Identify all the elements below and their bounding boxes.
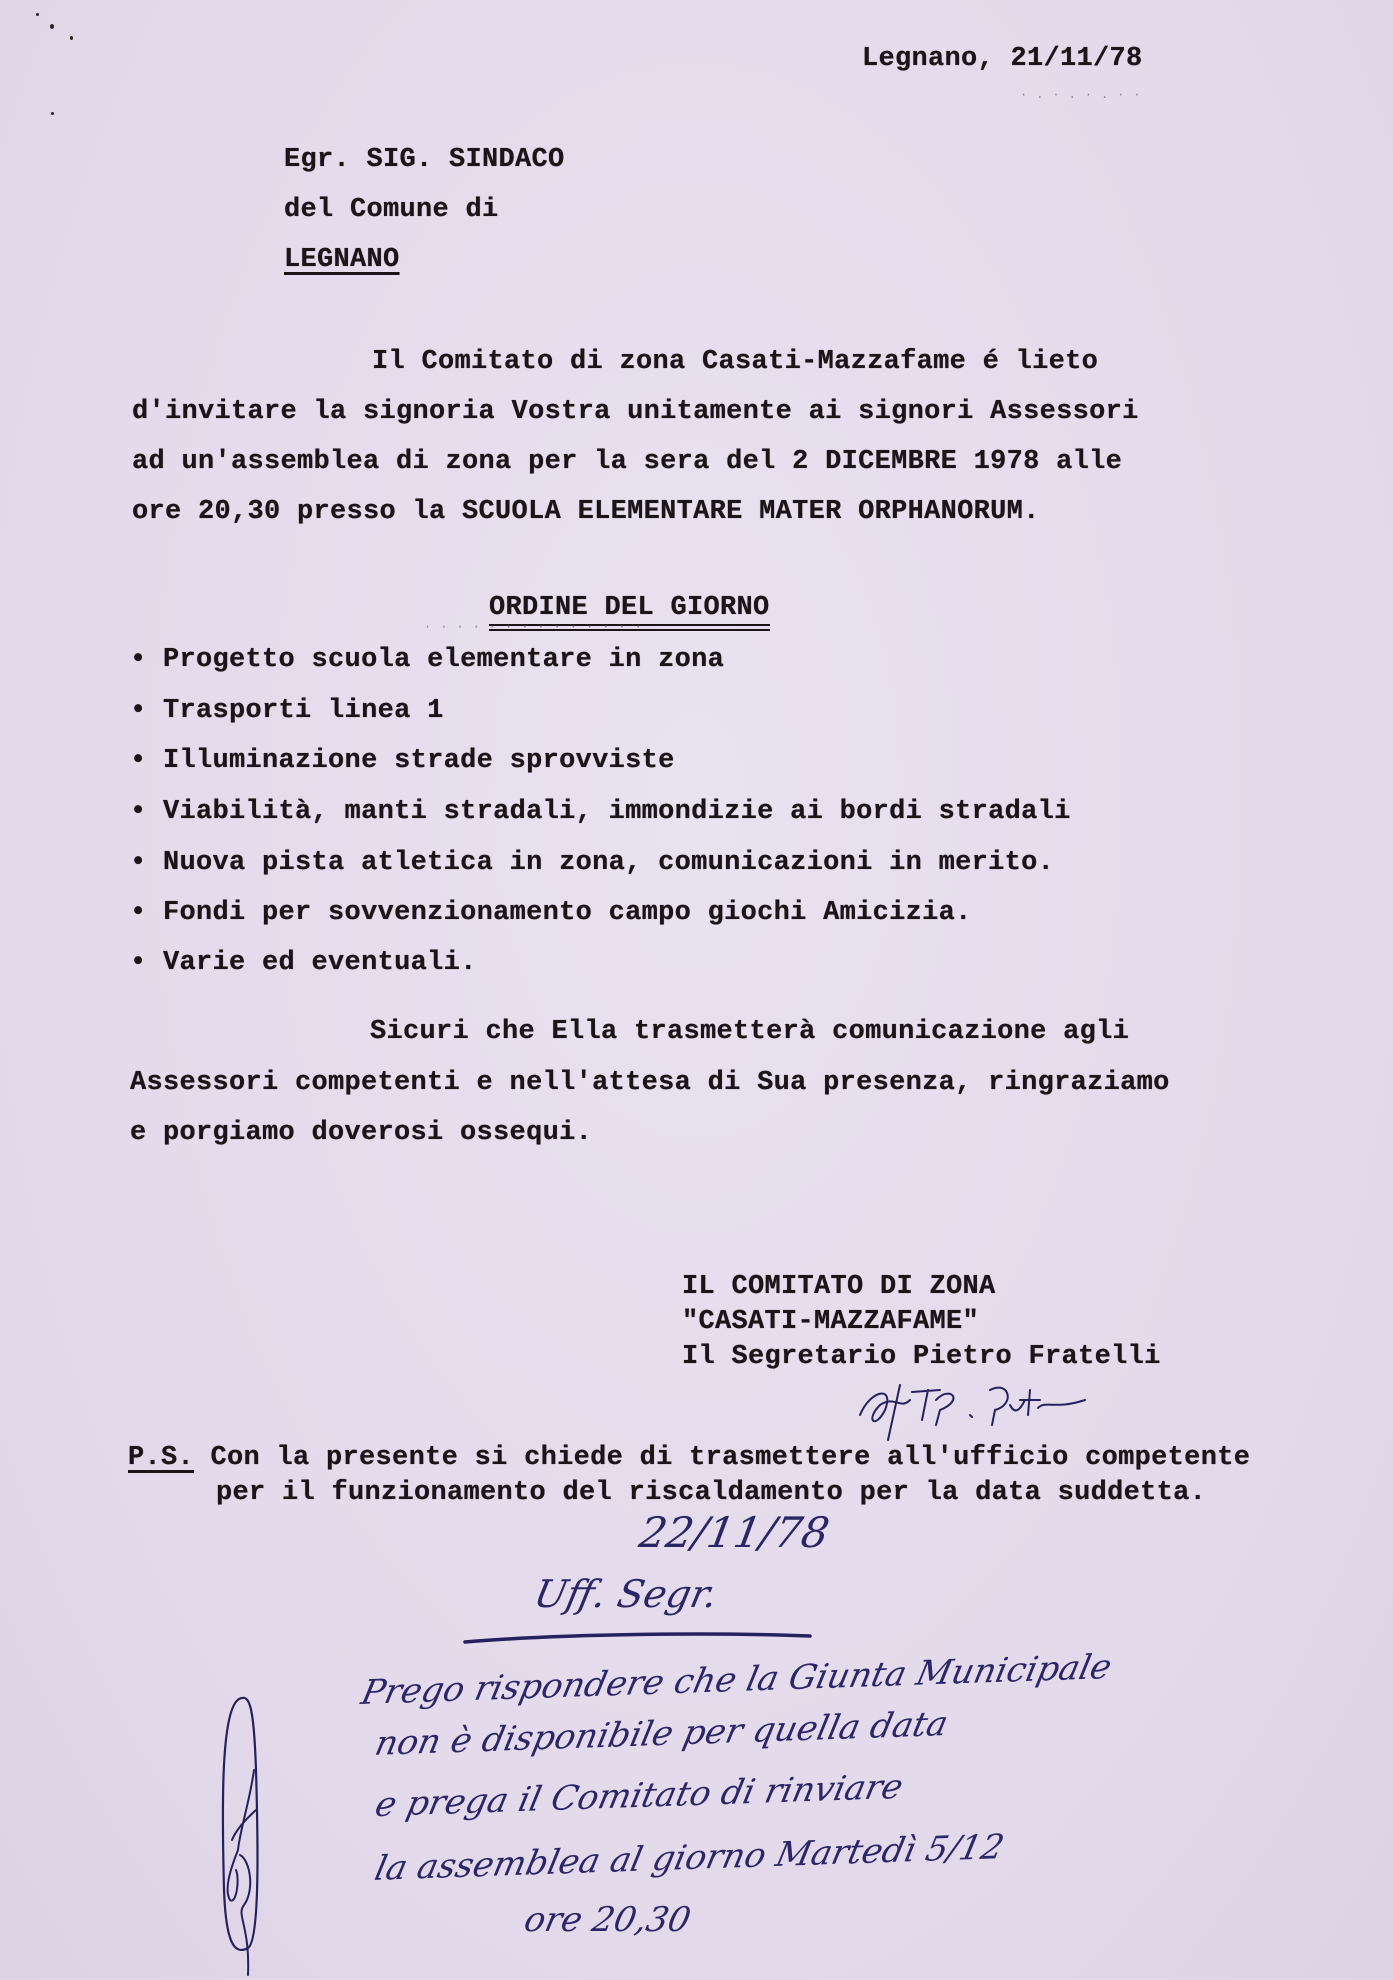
signature-committee: IL COMITATO DI ZONA (682, 1272, 996, 1302)
recipient-office: del Comune di (284, 195, 499, 225)
handwritten-line-3: e prega il Comitato di rinviare (371, 1766, 907, 1826)
handwritten-line-5: ore 20,30 (520, 1900, 695, 1940)
handwritten-underline (460, 1630, 820, 1650)
signature-secretary: Il Segretario Pietro Fratelli (682, 1342, 1161, 1372)
intro-line-3: ad un'assemblea di zona per la sera del 2 DICEMBRE 1978 alle (132, 447, 1123, 477)
agenda-item-text: Progetto scuola elementare in zona (163, 645, 725, 675)
postscript-text-1: Con la presente si chiede di trasmettere all'ufficio competente (210, 1443, 1251, 1473)
agenda-item-text: Nuova pista atletica in zona, comunicazioni in merito. (163, 848, 1055, 878)
agenda-item (130, 696, 444, 726)
ink-speck (50, 24, 54, 29)
agenda-title-text: ORDINE DEL GIORNO (489, 595, 770, 631)
initials-mark-icon (210, 1690, 280, 1980)
handwritten-date: 22/11/78 (635, 1508, 833, 1557)
agenda-item-text: Varie ed eventuali. (163, 948, 477, 978)
intro-line-4: ore 20,30 presso la SCUOLA ELEMENTARE MATER ORPHANORUM. (132, 497, 1040, 527)
agenda-item-text: Trasporti linea 1 (163, 696, 444, 726)
bullet: • (130, 696, 147, 726)
place-date: Legnano, 21/11/78 (862, 44, 1143, 74)
bullet: • (130, 898, 147, 928)
agenda-item (130, 746, 675, 776)
closing-line-3: e porgiamo doverosi ossequi. (130, 1118, 593, 1148)
ink-speck (36, 13, 39, 16)
bullet: • (130, 746, 147, 776)
agenda-item (130, 645, 724, 675)
faint-dots: ·············· (424, 620, 651, 634)
ink-speck (51, 112, 54, 115)
signature-zone-name: "CASATI-MAZZAFAME" (682, 1307, 980, 1337)
agenda-item-text: Illuminazione strade sprovviste (163, 746, 675, 776)
closing-line-1: Sicuri che Ella trasmetterà comunicazione agli (370, 1017, 1130, 1047)
handwritten-signature (840, 1370, 1140, 1450)
bullet: • (130, 948, 147, 978)
agenda-item (130, 848, 1054, 878)
handwritten-heading: Uff. Segr. (530, 1572, 722, 1616)
agenda-item-text: Fondi per sovvenzionamento campo giochi Amicizia. (163, 898, 972, 928)
agenda-item (130, 797, 1071, 827)
postscript-label: P.S. (128, 1443, 195, 1473)
intro-line-1: Il Comitato di zona Casati-Mazzafame é lieto (372, 347, 1099, 377)
bullet: • (130, 797, 147, 827)
agenda-item (130, 898, 972, 928)
handwritten-line-1: Prego rispondere che la Giunta Municipale (357, 1647, 1116, 1713)
recipient-title: Egr. SIG. SINDACO (284, 145, 565, 175)
closing-line-2: Assessori competenti e nell'attesa di Sua presenza, ringraziamo (130, 1068, 1170, 1098)
agenda-item (130, 948, 477, 978)
agenda-item-text: Viabilità, manti stradali, immondizie ai bordi stradali (163, 797, 1071, 827)
bullet: • (130, 848, 147, 878)
postscript-line-1 (128, 1443, 1250, 1473)
handwritten-line-2: non è disponibile per quella data (371, 1704, 952, 1764)
intro-line-2: d'invitare la signoria Vostra unitamente ai signori Assessori (132, 397, 1139, 427)
ink-speck (70, 36, 73, 40)
faint-dots: ·.·.·.·· (1020, 88, 1150, 102)
postscript-line-2: per il funzionamento del riscaldamento per la data suddetta. (216, 1478, 1207, 1508)
bullet: • (130, 645, 147, 675)
recipient-city: LEGNANO (284, 245, 400, 275)
handwritten-line-4: la assemblea al giorno Martedì 5/12 (371, 1827, 1008, 1889)
